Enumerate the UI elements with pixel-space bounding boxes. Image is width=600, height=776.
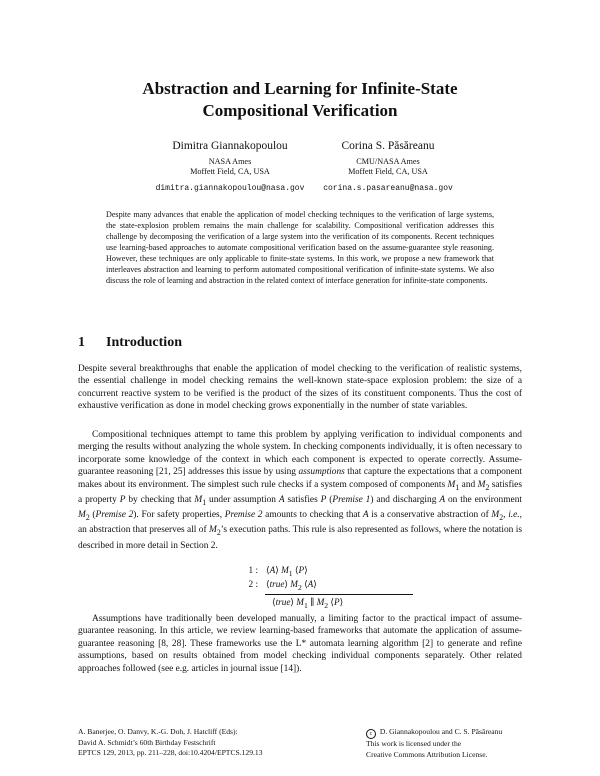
abstract [106, 209, 494, 286]
body-paragraph-1 [78, 363, 522, 413]
rule-divider [265, 594, 413, 595]
title-line-2: Compositional Verification [202, 101, 398, 120]
footer-doi: EPTCS 129, 2013, pp. 211–228, doi:10.4204/EPTCS.129.13 [78, 748, 263, 757]
rule-premise-1: 1 : ⟨A⟩ $M_1$ ⟨P⟩ [248, 565, 308, 578]
paragraph-text: Despite several breakthroughs that enable the application of model checking to the verification of realistic systems, the essential challenge in model checking remains the well-known state-space explosion problem: the size of a concurrent reactive system to be verified is the product of the sizes of its constituent components. Thus the cost of exhaustive verification as done in model checking grows exponentially in the number of state variables. [78, 364, 522, 412]
footer-copyright: c D. Giannakopoulou and C. S. Păsăreanu [366, 727, 502, 739]
author-block-2 [278, 140, 498, 195]
copyright-icon: c [366, 729, 376, 739]
footer-citation [78, 727, 263, 759]
footer-venue: David A. Schmidt’s 60th Birthday Festschrift [78, 737, 216, 747]
rule-premise-2: 2 : ⟨true⟩ $M_2$ ⟨A⟩ [248, 579, 317, 592]
emph-assumptions: assumptions [298, 467, 345, 478]
emph-premise-2: Premise 2 [95, 510, 134, 521]
section-number: 1 [78, 335, 85, 350]
footer-license-line: This work is licensed under the [366, 739, 462, 748]
footer-license-name: Creative Commons Attribution License. [366, 749, 488, 759]
emph-premise-1: Premise 1 [332, 494, 371, 505]
author-location: Moffett Field, CA, USA [190, 167, 270, 176]
body-paragraph-2 [78, 429, 522, 552]
footer-editors: A. Banerjee, O. Danvy, K.-G. Doh, J. Hatcliff (Eds): [78, 727, 238, 736]
author-email: corina.s.pasareanu@nasa.gov [323, 184, 453, 193]
abstract-text: Despite many advances that enable the application of model checking techniques to the verification of large systems, the state-explosion problem remains the main challenge for scalability. Compositional verification addresses this challenge by decomposing the verification of a large system into the verification of its components. Recent techniques use learning-based approaches to automate compositional verification based on the assume-guarantee style reasoning. However, these techniques are only applicable to finite-state systems. In this work, we propose a new framework that interleaves abstraction and learning to perform automated compositional verification of infinite-state systems. We also discuss the role of learning and abstraction in the related context of interface generation for infinite-state components. [106, 210, 494, 285]
author-affiliation: CMU/NASA Ames [356, 157, 420, 166]
body-paragraph-3 [78, 613, 522, 675]
footer-license [366, 727, 502, 760]
rule-conclusion: ⟨true⟩ $M_1$ ∥ $M_2$ ⟨P⟩ [272, 597, 344, 610]
paper-title [0, 78, 600, 122]
author-location: Moffett Field, CA, USA [348, 167, 428, 176]
title-line-1: Abstraction and Learning for Infinite-State [142, 79, 458, 98]
author-name: Corina S. Păsăreanu [341, 140, 435, 152]
author-name: Dimitra Giannakopoulou [172, 140, 288, 152]
paragraph-text: Assumptions have traditionally been developed manually, a limiting factor to the practical impact of assume-guarantee reasoning. In this article, we review learning-based frameworks that automate the application of assume-guarantee reasoning [8, 28]. These frameworks use the L* automata learning algorithm [2] to generate and refine assumptions, based on results obtained from model checking individual components separately. Other related approaches followed (see e.g. articles in journal issue [14]). [78, 614, 522, 674]
author-email: dimitra.giannakopoulou@nasa.gov [155, 184, 305, 193]
paragraph-text: Compositional techniques attempt to tame this problem by applying verification to individual components and merging the results without analyzing the whole system. In checking components individually, it is often necessary to incorporate some knowledge of the context in which each component is expected to operate correctly. Assume-guarantee reasoning [21, 25] addresses this issue by using assumptions that capture the expectations that a component makes about its environment. The simplest such rule checks if a system composed of components $M_1$ and $M_2$ satisfies a property P by checking that $M_1$ under assumption A satisfies P (Premise 1) and discharging A on the environment $M_2$ (Premise 2). For safety properties, Premise 2 amounts to checking that A is a conservative abstraction of $M_2$, i.e., an abstraction that preserves all of $M_2’s$ execution paths. This rule is also represented as follows, where the notation is described in more detail in Section 2. [78, 430, 522, 551]
section-title: Introduction [106, 335, 182, 350]
author-affiliation: NASA Ames [208, 157, 252, 166]
section-heading [78, 334, 182, 352]
